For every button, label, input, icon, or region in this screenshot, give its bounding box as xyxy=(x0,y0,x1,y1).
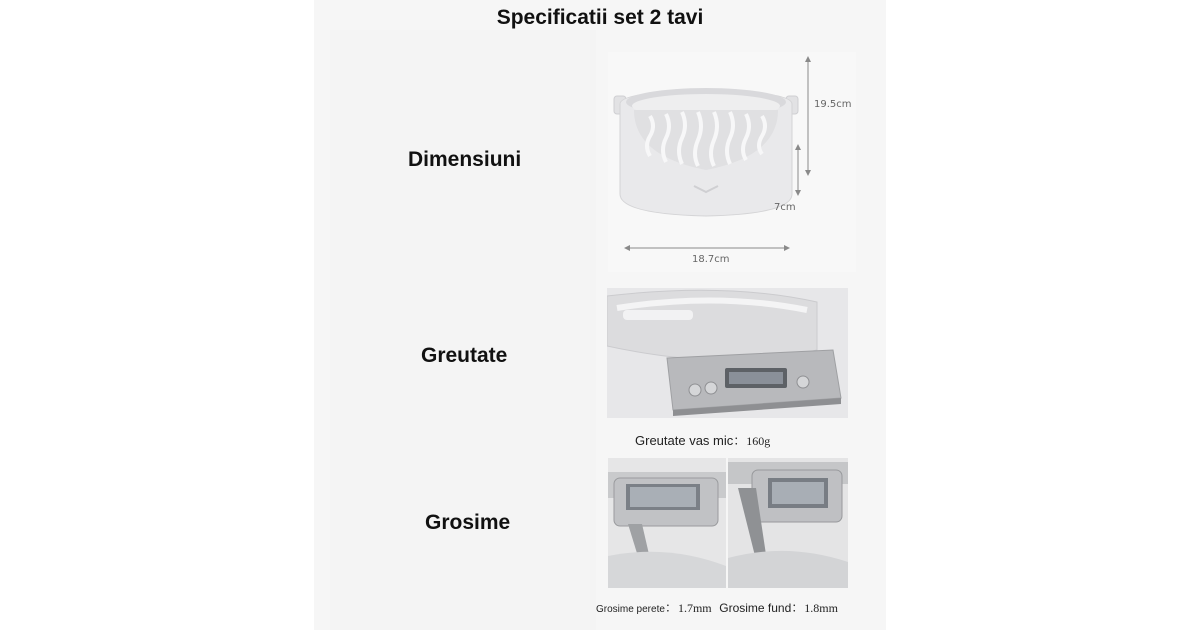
page-title: Specificatii set 2 tavi xyxy=(496,6,704,29)
label-column xyxy=(330,30,596,630)
height-dimension: 19.5cm xyxy=(814,99,852,110)
caliper-wall-illustration xyxy=(608,458,726,588)
tray-illustration xyxy=(608,52,856,272)
scale-illustration xyxy=(607,288,848,418)
wall-thickness-sep: ： xyxy=(664,600,678,615)
tray-dimensions-photo xyxy=(608,52,856,272)
weight-caption-sep: ： xyxy=(733,433,747,448)
bottom-thickness-sep: ： xyxy=(791,600,805,615)
wall-thickness-value: 1.7mm xyxy=(677,601,712,615)
weight-caption-label: Greutate vas mic xyxy=(635,433,734,448)
weight-caption xyxy=(635,430,770,449)
caliper-wall-photo xyxy=(608,458,726,588)
diameter-dimension: 18.7cm xyxy=(692,254,730,265)
bottom-thickness-value: 1.8mm xyxy=(804,601,838,615)
kitchen-scale-photo xyxy=(607,288,848,418)
wall-thickness-label: Grosime perete xyxy=(596,604,665,615)
caliper-bottom-illustration xyxy=(728,458,848,588)
thickness-caption xyxy=(596,597,838,616)
weight-caption-value: 160g xyxy=(746,434,771,448)
bottom-thickness-label: Grosime fund xyxy=(719,601,792,615)
thickness-label: Grosime xyxy=(425,511,511,534)
caliper-bottom-photo xyxy=(728,458,848,588)
weight-label: Greutate xyxy=(421,344,508,367)
dimensions-label: Dimensiuni xyxy=(408,148,522,171)
depth-dimension: 7cm xyxy=(774,202,796,213)
